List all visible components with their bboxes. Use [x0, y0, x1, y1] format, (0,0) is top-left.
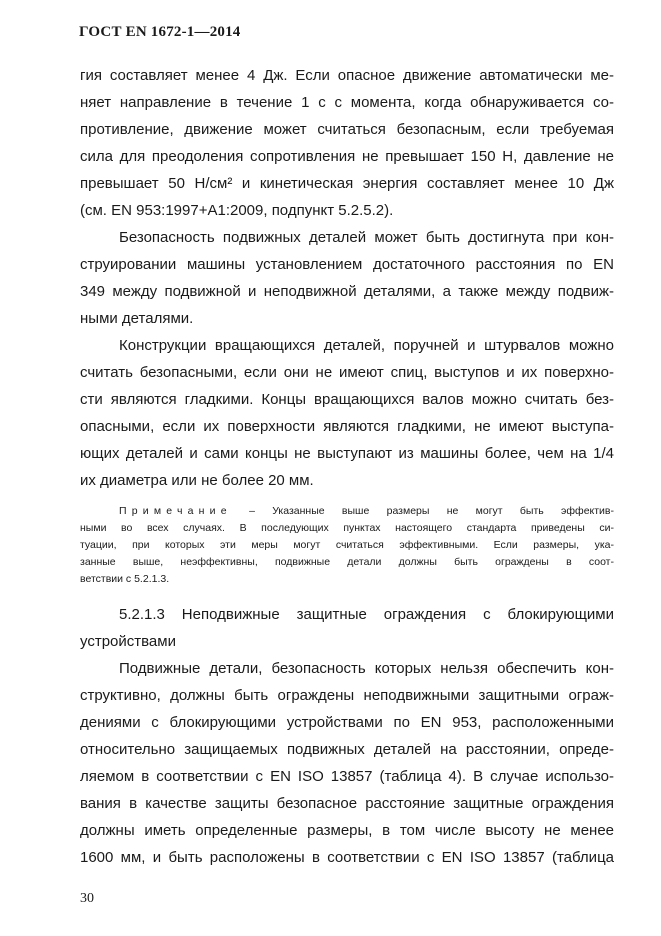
text-line: их диаметра или не более 20 мм.: [80, 472, 314, 489]
page-body: [80, 62, 614, 871]
text-line: ляемом в соответствии с EN ISO 13857 (таблица 4). В случае использо-: [80, 768, 614, 785]
text-line: струировании машины установлением достаточного расстояния по EN: [80, 256, 614, 273]
text-line: ющих деталей и сами концы не выступают из машины более, чем на 1/4: [80, 445, 614, 462]
text-line: 349 между подвижной и неподвижной деталями, а также между подвиж-: [80, 283, 614, 300]
text-line: няет направление в течение 1 с с момента, когда обнаруживается со-: [80, 94, 614, 111]
note-line: занные выше, неэффективны, подвижные детали должны быть ограждены в соот-: [80, 556, 614, 568]
text-line: Конструкции вращающихся деталей, поручней и штурвалов можно: [119, 337, 614, 354]
section-heading: [80, 601, 614, 655]
text-line: превышает 50 Н/см² и кинетическая энергия составляет менее 10 Дж: [80, 175, 614, 192]
text-line: вания в качестве защиты безопасное расстояние защитные ограждения: [80, 795, 614, 812]
note-text: – Указанные выше размеры не могут быть эффектив-: [231, 505, 614, 517]
section-title-line: 5.2.1.3 Неподвижные защитные ограждения с блокирующими: [119, 606, 614, 623]
note-line: ветствии с 5.2.1.3.: [80, 573, 170, 585]
text-line: дениями с блокирующими устройствами по EN 953, расположенными: [80, 714, 614, 731]
paragraph: [80, 332, 614, 494]
text-line: структивно, должны быть ограждены неподвижными защитными ограж-: [80, 687, 614, 704]
paragraph: [80, 655, 614, 871]
note-line: ными во всех случаях. В последующих пунктах настоящего стандарта приведены си-: [80, 522, 614, 534]
paragraph: [80, 224, 614, 332]
note-line: туации, при которых эти меры могут считаться эффективными. Если размеры, ука-: [80, 539, 614, 551]
text-line: Безопасность подвижных деталей может быть достигнута при кон-: [119, 229, 614, 246]
note-line: [80, 503, 614, 520]
text-line: должны иметь определенные размеры, в том числе высоту не менее: [80, 822, 614, 839]
text-line: считать безопасными, если они не имеют спиц, выступов и их поверхно-: [80, 364, 614, 381]
paragraph: [80, 62, 614, 224]
note-label: Примечание: [119, 505, 232, 517]
text-line: сти являются гладкими. Концы вращающихся валов можно считать без-: [80, 391, 614, 408]
document-header: ГОСТ EN 1672-1—2014: [79, 24, 241, 40]
text-line: противление, движение может считаться безопасным, если требуемая: [80, 121, 614, 138]
text-line: относительно защищаемых подвижных деталей на расстоянии, опреде-: [80, 741, 614, 758]
text-line: ными деталями.: [80, 310, 194, 327]
text-line: гия составляет менее 4 Дж. Если опасное движение автоматически ме-: [80, 67, 614, 84]
text-line: 1600 мм, и быть расположены в соответствии с EN ISO 13857 (таблица: [80, 849, 614, 866]
text-line: (см. EN 953:1997+A1:2009, подпункт 5.2.5.2).: [80, 202, 394, 219]
text-line: Подвижные детали, безопасность которых нельзя обеспечить кон-: [119, 660, 614, 677]
note-block: [80, 503, 614, 588]
page-number: 30: [80, 891, 94, 906]
section-title-line: устройствами: [80, 633, 176, 650]
text-line: сила для преодоления сопротивления не превышает 150 Н, давление не: [80, 148, 614, 165]
text-line: опасными, если их поверхности являются гладкими, не имеют выступа-: [80, 418, 614, 435]
